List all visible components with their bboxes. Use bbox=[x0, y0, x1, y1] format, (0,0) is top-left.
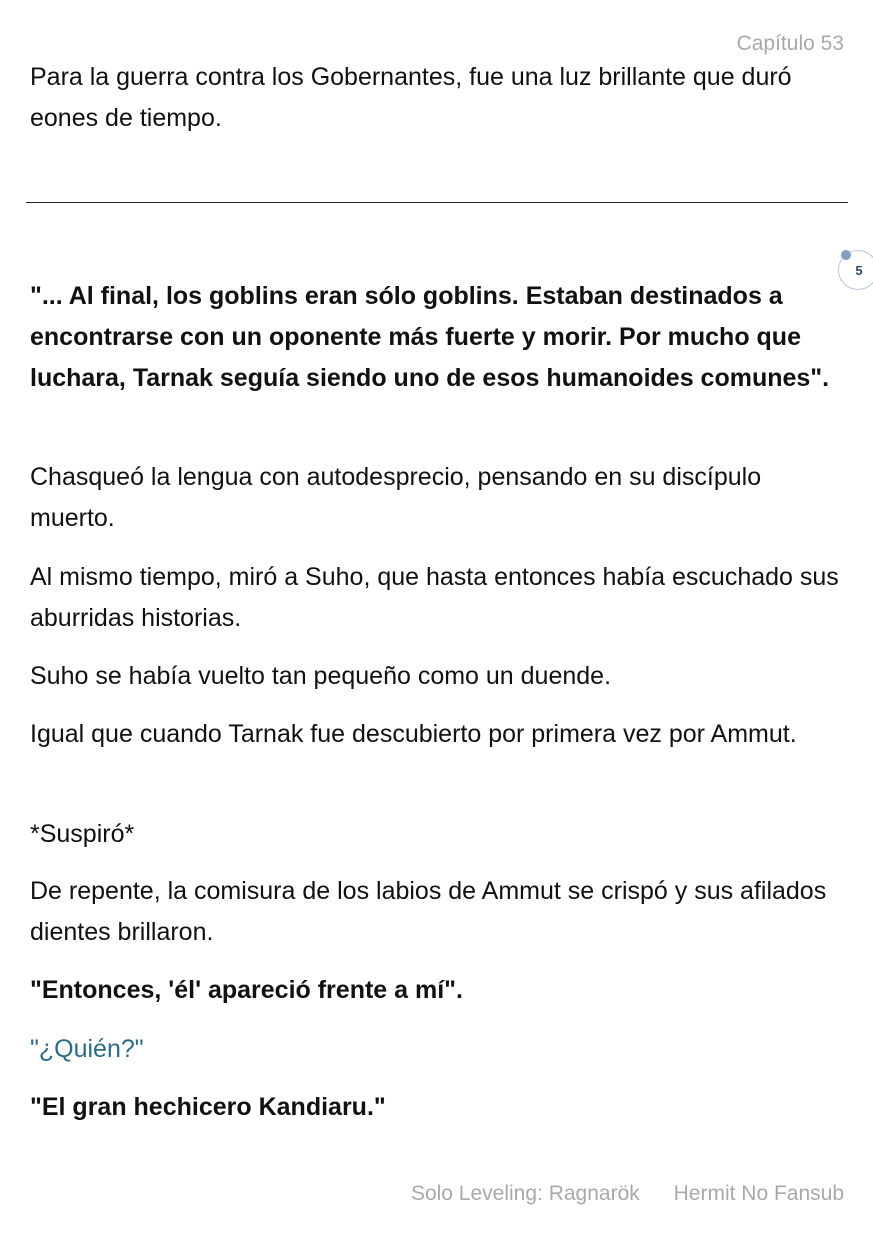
footer-group-name: Hermit No Fansub bbox=[673, 1182, 844, 1205]
paragraph-suho-small: Suho se había vuelto tan pequeño como un duende. bbox=[30, 662, 612, 690]
footer-book-title: Solo Leveling: Ragnarök bbox=[410, 1182, 640, 1205]
intro-paragraph: Para la guerra contra los Gobernantes, fue una luz brillante que duró eones de tiempo. bbox=[30, 63, 792, 132]
paragraph-ammut-smile: De repente, la comisura de los labios de Ammut se crispó y sus afilados dientes brillaron. bbox=[30, 877, 827, 946]
paragraph-kandiaru: "El gran hechicero Kandiaru." bbox=[30, 1093, 386, 1121]
paragraph-who: "¿Quién?" bbox=[30, 1035, 144, 1063]
paragraph-he-appeared: "Entonces, 'él' apareció frente a mí". bbox=[30, 976, 463, 1004]
paragraph-tarnak-discovered: Igual que cuando Tarnak fue descubierto por primera vez por Ammut. bbox=[30, 720, 797, 748]
paragraph-looked-suho: Al mismo tiempo, miró a Suho, que hasta entonces había escuchado sus aburridas historias. bbox=[30, 563, 839, 632]
section-divider bbox=[26, 202, 848, 203]
page-number-badge[interactable]: 5 bbox=[838, 250, 873, 290]
paragraph-sigh: *Suspiró* bbox=[30, 820, 135, 848]
chapter-label: Capítulo 53 bbox=[736, 32, 844, 55]
paragraph-tongue-click: Chasqueó la lengua con autodesprecio, pensando en su discípulo muerto. bbox=[30, 463, 762, 532]
paragraph-ammut-goblins: "... Al final, los goblins eran sólo goblins. Estaban destinados a encontrarse con un oponente más fuerte y morir. Por mucho que luchara, Tarnak seguía siendo uno de esos humanoides comunes". bbox=[30, 282, 830, 392]
page-marker-dot bbox=[841, 250, 851, 260]
footer bbox=[411, 1182, 844, 1206]
